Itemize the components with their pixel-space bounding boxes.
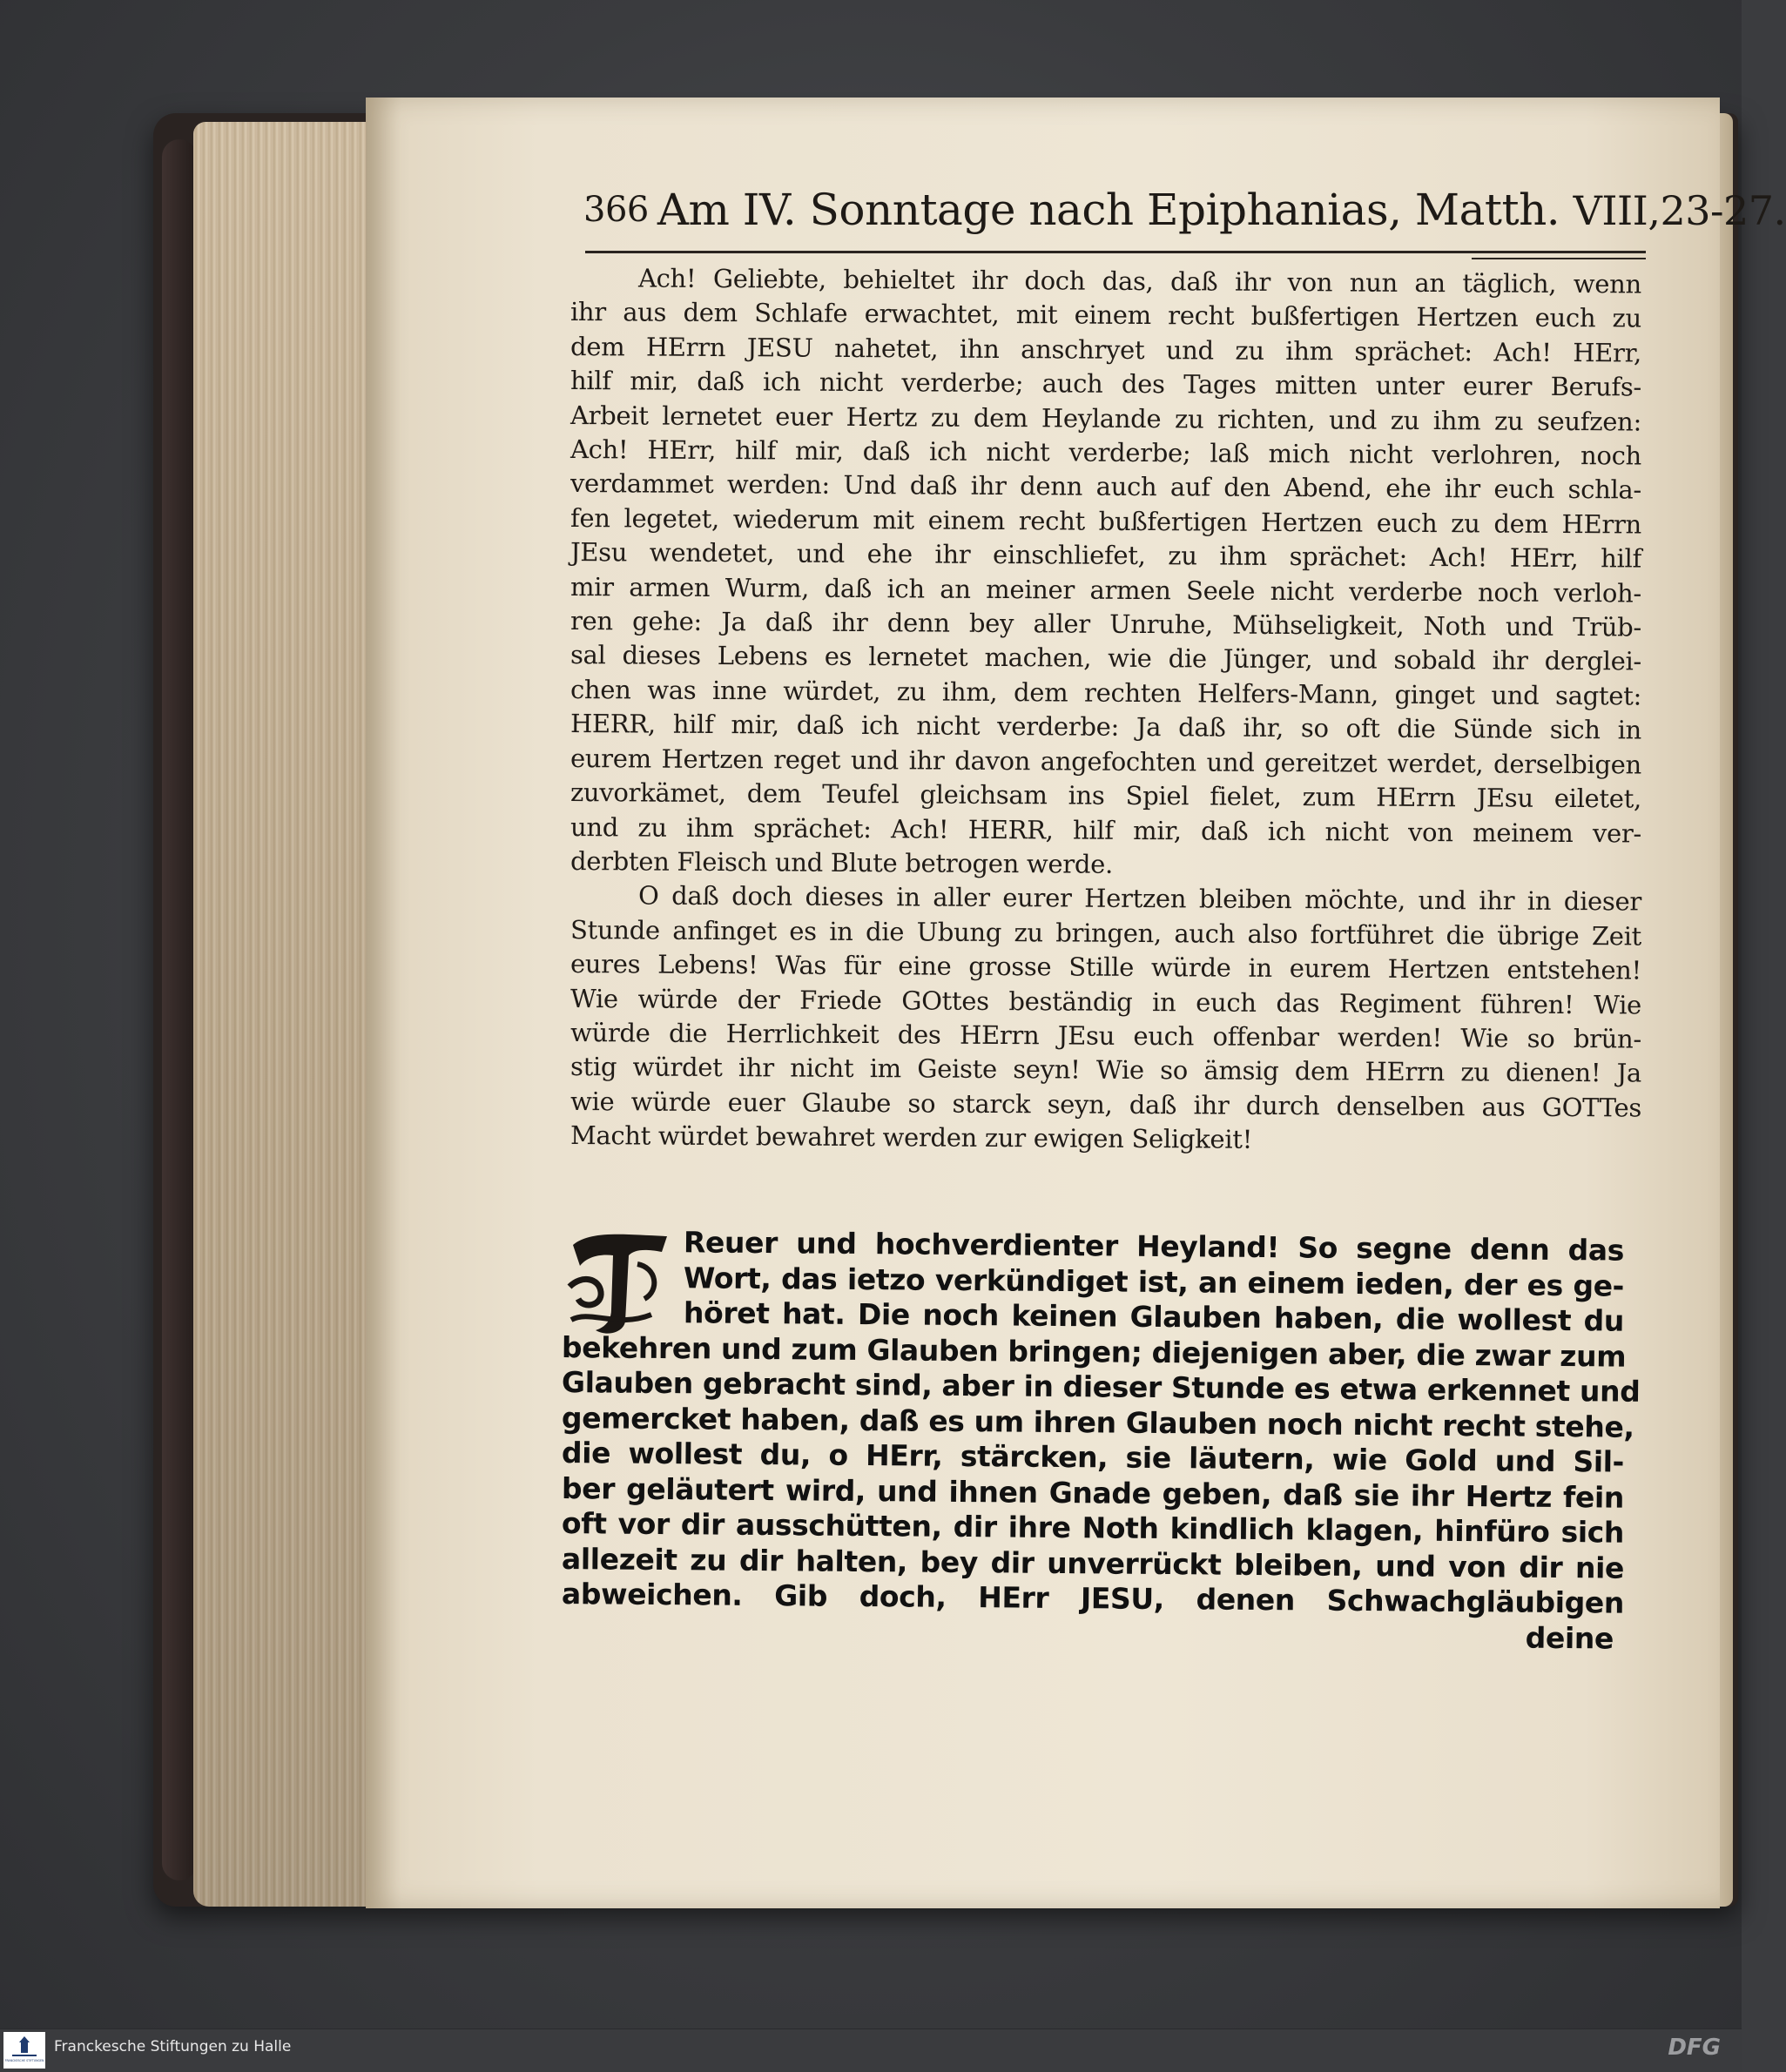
text-line: hilf mir, daß ich nicht verderbe; auch des Tages mitten unter eurer Berufs- [569,366,1642,402]
text-line: wie würde euer Glaube so starck seyn, daß ihr durch denselben aus GOTTes [569,1086,1642,1123]
prayer-line: oft vor dir ausschütten, dir ihre Noth kindlich klagen, hinfüro sich [561,1506,1625,1550]
text-line: eures Lebens! Was für eine grosse Stille würde in eurem Hertzen entstehen! [569,949,1642,986]
prayer-line: abweichen. Gib doch, HErr JESU, denen Schwachgläubigen [561,1577,1625,1620]
dfg-logo[interactable]: DFG [1668,2035,1721,2061]
logo-text: FRANCKESCHE STIFTUNGEN [4,2059,44,2062]
header-rule [585,251,1646,253]
text-line: mir armen Wurm, daß ich an meiner armen Seele nicht verderbe noch verloh- [569,571,1642,609]
text-line: fen legetet, wiederum mit einem recht bußfertigen Hertzen euch zu dem HErrn [569,502,1642,540]
text-line: HERR, hilf mir, daß ich nicht verderbe: Ja daß ihr, so oft die Sünde sich in [569,709,1642,745]
text-line: derbten Fleisch und Blute betrogen werde. [569,845,1114,879]
text-line: und zu ihm sprächet: Ach! HERR, hilf mir, daß ich nicht von meinem ver- [569,811,1642,849]
text-line: O daß doch dieses in aller eurer Hertzen bleiben möchte, und ihr in dieser [637,880,1642,917]
prayer-line: ber geläutert wird, und ihnen Gnade geben, daß sie ihr Hertz fein [561,1470,1625,1515]
sermon-text [570,261,1641,1154]
prayer-line: Reuer und hochverdienter Heyland! So segne denn das [683,1225,1625,1268]
text-line: Wie würde der Friede GOttes beständig in euch das Regiment führen! Wie [569,983,1642,1020]
text-line: sal dieses Lebens es lernetet machen, wie die Jünger, und sobald ihr derglei- [569,640,1642,676]
paragraph-1 [570,261,1641,878]
text-line: stig würdet ihr nicht im Geiste seyn! Wie so ämsig dem HErrn zu dienen! Ja [569,1052,1642,1088]
institution-logo-icon[interactable] [3,2032,45,2069]
dropcap-letter: T [564,1226,565,1227]
text-line: Ach! HErr, hilf mir, daß ich nicht verderbe; laß mich nicht verlohren, noch [569,434,1642,471]
text-line: würde die Herrlichkeit des HErrn JEsu euch offenbar werden! Wie so brün- [569,1017,1642,1054]
prayer-line: die wollest du, o HErr, stärcken, sie läutern, wie Gold und Sil- [561,1436,1625,1479]
running-header [583,185,1786,254]
header-verse: VIII,23-27. [1573,187,1786,234]
text-line: ren gehe: Ja daß ihr denn bey aller Unruhe, Mühseligkeit, Noth und Trüb- [569,606,1642,642]
prayer-line: allezeit zu dir halten, bey dir unverrückt bleiben, und von dir nie [561,1541,1625,1585]
text-line: dem HErrn JESU nahetet, ihn anschryet und zu ihm sprächet: Ach! HErr, [569,331,1642,368]
header-rule-secondary [1472,258,1646,259]
prayer-line: bekehren und zum Glauben bringen; diejenigen aber, die zwar zum [561,1329,1627,1374]
text-line: verdammet werden: Und daß ihr denn auch auf den Abend, ehe ihr euch schla- [569,468,1642,505]
text-line: Macht würdet bewahret werden zur ewigen Seligkeit! [569,1120,1253,1154]
prayer-line: Wort, das ietzo verkündiget ist, an einem ieden, der es ge- [683,1260,1625,1303]
text-line: Ach! Geliebte, behieltet ihr doch das, daß ihr von nun an täglich, wenn [637,263,1642,299]
prayer-line: höret hat. Die noch keinen Glauben haben, die wollest du [683,1295,1625,1338]
text-line: Arbeit lernetet euer Hertz zu dem Heylande zu richten, und zu ihm zu seufzen: [569,400,1642,437]
text-line: chen was inne würdet, zu ihm, dem rechten Helfers-Mann, ginget und sagtet: [569,674,1642,711]
institution-name[interactable]: Franckesche Stiftungen zu Halle [54,2038,292,2055]
paragraph-2 [570,878,1641,1153]
text-line: Stunde anfinget es in die Ubung zu bringen, auch also fortführet die übrige Zeit [569,914,1642,952]
text-line: JEsu wendetet, und ehe ihr einschliefet, zu ihm sprächet: Ach! HErr, hilf [569,537,1642,574]
text-line: eurem Hertzen reget und ihr davon angefochten und gereitzet werdet, derselbigen [569,743,1642,780]
text-line: zuvorkämet, dem Teufel gleichsam ins Spiel fielet, zum HErrn JEsu eiletet, [569,777,1642,814]
prayer-line: gemercket haben, daß es um ihren Glauben noch nicht recht stehe, [561,1400,1634,1444]
catchword: deine [1525,1620,1614,1656]
page-edges [193,122,367,1907]
text-line: ihr aus dem Schlafe erwachtet, mit einem recht bußfertigen Hertzen euch zu [569,297,1642,333]
closing-prayer [561,1224,1641,1656]
page-number: 366 [583,190,649,230]
prayer-line: Glauben gebracht sind, aber in dieser Stunde es etwa erkennet und [561,1365,1641,1409]
header-title: Am IV. Sonntage nach Epiphanias, Matth. [657,185,1574,235]
